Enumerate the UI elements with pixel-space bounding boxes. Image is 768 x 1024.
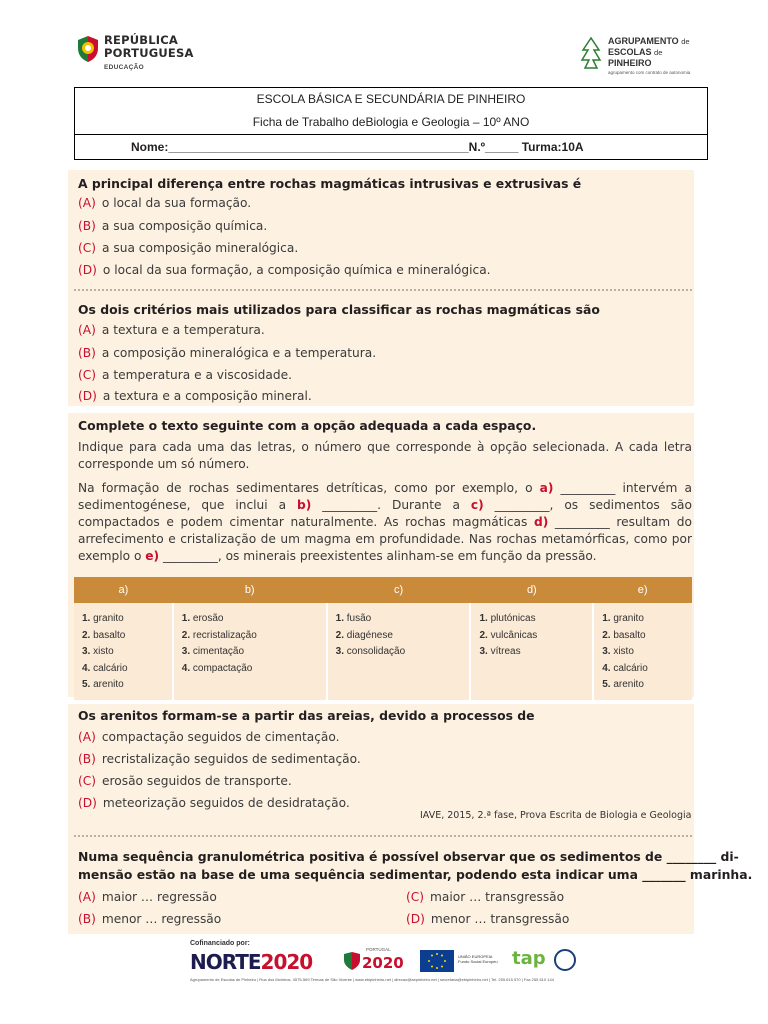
q1-option-b[interactable]	[78, 219, 267, 233]
q2-option-c[interactable]	[78, 368, 292, 382]
option-number: 2.	[602, 629, 611, 641]
worksheet-title: Ficha de Trabalho deBiologia e Geologia – 10º ANO	[252, 115, 530, 129]
q5-question-line1: Numa sequência granulométrica positiva é possível observar que os sedimentos de ________ di-	[78, 849, 739, 864]
q5-question-line2: mensão estão na base de uma sequência sedimentar, podendo esta indicar uma _______ marinha.	[78, 867, 753, 882]
option-text: fusão	[346, 613, 372, 624]
option-letter: (C)	[78, 241, 97, 255]
option-number: 3.	[602, 646, 611, 657]
q1-option-d[interactable]	[78, 263, 491, 277]
option-text: menor … transgressão	[430, 912, 570, 926]
tree-icon	[580, 36, 602, 72]
q4-source: IAVE, 2015, 2.ª fase, Prova Escrita de Biologia e Geologia	[420, 810, 692, 821]
option-letter: (B)	[78, 912, 96, 926]
q1-option-c[interactable]	[78, 241, 298, 255]
option-number: 3.	[335, 646, 344, 657]
q4-question: Os arenitos formam-se a partir das areias, devido a processos de	[78, 708, 535, 723]
option-text: consolidação	[346, 646, 406, 657]
option-text: a composição mineralógica e a temperatura.	[101, 346, 377, 360]
eu-flag-icon	[420, 950, 454, 972]
q4-option-c[interactable]	[78, 774, 292, 788]
educacao-label: EDUCAÇÃO	[104, 64, 144, 71]
option-text: xisto	[93, 646, 114, 657]
q2-question: Os dois critérios mais utilizados para classificar as rochas magmáticas são	[78, 302, 600, 317]
table-option	[602, 628, 692, 645]
norte-year: 2020	[260, 950, 313, 974]
option-number: 4.	[82, 662, 91, 674]
table-option	[602, 677, 692, 694]
options-column-d	[470, 603, 593, 700]
table-option	[182, 644, 326, 661]
option-text: granito	[613, 613, 644, 624]
option-text: calcário	[93, 662, 128, 674]
q5-option-a[interactable]	[78, 890, 217, 904]
option-text: a sua composição química.	[101, 219, 268, 233]
q4-option-d[interactable]	[78, 796, 350, 810]
option-letter: (A)	[78, 323, 96, 337]
text-segment: _________. Durante a	[311, 498, 471, 512]
text-segment: _________ resultam do arrefecimento e cristalização de um magma em profundidade. Nas rochas metamórficas, como por exemplo o	[78, 515, 692, 563]
option-text: a sua composição mineralógica.	[102, 241, 299, 255]
table-option	[336, 644, 470, 661]
footer-address: Agrupamento de Escolas de Pinheiro | Rua dos Moinhos, 4575-569 Termas de São Vicente | www.ebipinheiro.net | direcao@aepinheiro.net | secretaria@ebipinheiro.net | Tel. 255 615 570 | Fax 255 610 144	[190, 977, 554, 982]
options-column-e	[593, 603, 692, 700]
republica-portuguesa-logo	[74, 34, 224, 74]
option-text: recristalização	[192, 629, 257, 641]
option-text: vulcânicas	[490, 629, 538, 641]
agrupamento-name: AGRUPAMENTO de ESCOLAS de PINHEIRO	[608, 36, 690, 68]
student-name-field[interactable]: Nome:_____________________________________________N.º_____ Turma:10A	[75, 134, 707, 159]
blank-letter-a: a)	[539, 481, 554, 495]
cofinanced-label: Cofinanciado por:	[190, 940, 250, 947]
eu-stars-icon	[420, 950, 454, 972]
title-box	[74, 87, 708, 160]
option-text: menor … regressão	[101, 912, 222, 926]
text-segment: _________, os minerais preexistentes alinham-se em função da pressão.	[159, 549, 597, 563]
table-option	[182, 628, 326, 645]
option-text: basalto	[93, 629, 126, 641]
option-text: a temperatura e a viscosidade.	[102, 368, 292, 382]
table-option	[479, 628, 592, 645]
option-text: plutónicas	[490, 613, 536, 624]
option-text: compactação	[192, 662, 253, 674]
option-text: meteorização seguidos de desidratação.	[102, 796, 350, 810]
option-letter: (A)	[78, 890, 96, 904]
option-text: recristalização seguidos de sedimentação.	[101, 752, 361, 766]
table-option	[602, 611, 692, 628]
option-number: 1.	[602, 613, 611, 624]
option-number: 2.	[479, 629, 488, 641]
option-text: arenito	[613, 679, 644, 690]
option-text: cimentação	[192, 646, 245, 657]
portugal2020-logo	[342, 947, 404, 977]
table-option	[182, 611, 326, 628]
option-text: maior … regressão	[101, 890, 217, 904]
table-option	[82, 644, 172, 661]
option-letter: (D)	[78, 263, 97, 277]
option-letter: (C)	[78, 368, 97, 382]
blank-letter-b: b)	[297, 498, 312, 512]
text-segment: _________, os sedimentos são compactados e podem cimentar naturalmente. As rochas magmáticas	[78, 498, 692, 529]
agrupamento-subtitle: agrupamento com contrato de autonomia	[608, 70, 691, 75]
q2-option-a[interactable]	[78, 323, 265, 337]
blank-letter-d: d)	[533, 515, 549, 529]
option-text: o local da sua formação, a composição química e mineralógica.	[102, 263, 491, 277]
option-number: 4.	[602, 662, 611, 674]
table-option	[336, 628, 470, 645]
table-option	[479, 644, 592, 661]
column-header-d: d)	[470, 577, 593, 603]
eu-label: UNIÃO EUROPEIA Fundo Social Europeu	[458, 954, 498, 964]
text-segment: Na formação de rochas sedimentares detríticas, como por exemplo, o	[78, 481, 540, 495]
table-option	[336, 611, 470, 628]
q5-option-d[interactable]	[406, 912, 569, 926]
table-option	[82, 677, 172, 694]
option-number: 1.	[181, 613, 191, 624]
option-text: vítreas	[490, 646, 521, 657]
q3-question: Complete o texto seguinte com a opção adequada a cada espaço.	[78, 418, 537, 433]
option-text: basalto	[613, 629, 646, 641]
options-column-c	[327, 603, 471, 700]
q3-fill-text	[78, 480, 692, 565]
seal-icon	[554, 949, 576, 971]
option-letter: (D)	[78, 389, 97, 403]
option-number: 1.	[335, 613, 344, 624]
blank-letter-c: c)	[470, 498, 484, 512]
republic-emblem-icon	[74, 34, 100, 64]
norte2020-logo	[190, 950, 312, 974]
column-header-b: b)	[173, 577, 327, 603]
option-letter: (B)	[78, 346, 96, 360]
q2-option-b[interactable]	[78, 346, 376, 360]
options-table	[74, 577, 692, 700]
option-text: calcário	[613, 662, 648, 674]
q5-option-b[interactable]	[78, 912, 221, 926]
q5-option-c[interactable]	[406, 890, 564, 904]
column-header-e: e)	[593, 577, 692, 603]
option-letter: (C)	[406, 890, 425, 904]
option-number: 3.	[82, 646, 91, 657]
q3-instruction: Indique para cada uma das letras, o número que corresponde à opção selecionada. A cada letra corresponde um só número.	[78, 440, 692, 471]
option-text: a textura e a composição mineral.	[102, 389, 312, 403]
option-number: 2.	[181, 629, 191, 641]
option-text: diagénese	[346, 629, 393, 641]
option-text: erosão	[192, 613, 224, 624]
option-text: xisto	[613, 646, 634, 657]
option-text: arenito	[93, 679, 124, 690]
option-letter: (A)	[78, 196, 96, 210]
table-option	[82, 628, 172, 645]
option-text: granito	[93, 613, 124, 624]
table-option	[602, 661, 692, 678]
school-name: ESCOLA BÁSICA E SECUNDÁRIA DE PINHEIRO	[256, 92, 526, 106]
option-letter: (A)	[78, 730, 96, 744]
option-number: 5.	[602, 679, 611, 690]
table-option	[182, 661, 326, 678]
blank-letter-e: e)	[145, 549, 160, 563]
republica-portuguesa-name: REPÚBLICA PORTUGUESA	[104, 33, 194, 60]
funding-logos	[190, 948, 580, 974]
table-option	[82, 611, 172, 628]
q1-question: A principal diferença entre rochas magmáticas intrusivas e extrusivas é	[78, 176, 582, 191]
option-text: a textura e a temperatura.	[101, 323, 265, 337]
q4-option-b[interactable]	[78, 752, 361, 766]
option-letter: (D)	[78, 796, 97, 810]
option-letter: (B)	[78, 219, 96, 233]
option-number: 2.	[335, 629, 344, 641]
option-letter: (D)	[406, 912, 425, 926]
table-option	[602, 644, 692, 661]
text-segment: _________ intervém a sedimentogénese, que inclui a	[78, 481, 692, 512]
norte-word: NORTE	[190, 950, 261, 974]
option-text: erosão seguidos de transporte.	[102, 774, 292, 788]
options-column-a	[74, 603, 173, 700]
option-number: 1.	[479, 613, 488, 624]
divider	[74, 289, 692, 291]
option-number: 5.	[82, 679, 91, 690]
q4-option-a[interactable]	[78, 730, 339, 744]
portugal2020-year: 2020	[362, 954, 404, 972]
option-number: 2.	[82, 629, 91, 641]
portugal2020-mark-icon	[342, 950, 362, 972]
option-number: 3.	[181, 646, 191, 657]
q1-option-a[interactable]	[78, 196, 251, 210]
option-text: maior … transgressão	[430, 890, 565, 904]
option-letter: (B)	[78, 752, 96, 766]
agrupamento-logo	[580, 36, 730, 76]
column-header-a: a)	[74, 577, 173, 603]
option-number: 4.	[181, 662, 191, 674]
table-option	[82, 661, 172, 678]
options-column-b	[173, 603, 327, 700]
option-text: o local da sua formação.	[101, 196, 252, 210]
divider	[74, 835, 692, 837]
option-letter: (C)	[78, 774, 97, 788]
column-header-c: c)	[327, 577, 471, 603]
portugal-label: PORTUGAL	[366, 947, 391, 952]
option-text: compactação seguidos de cimentação.	[101, 730, 340, 744]
tap-logo: tap	[512, 948, 546, 969]
option-number: 1.	[82, 613, 91, 624]
table-option	[479, 611, 592, 628]
q2-option-d[interactable]	[78, 389, 312, 403]
option-number: 3.	[479, 646, 488, 657]
